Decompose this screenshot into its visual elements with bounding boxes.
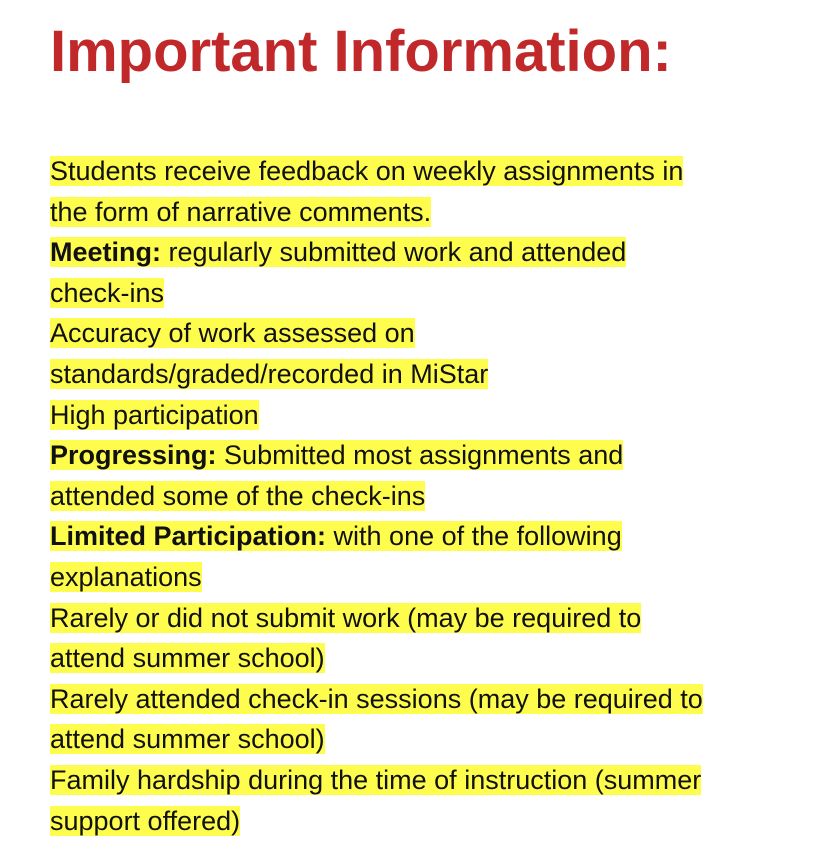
- meeting-item: [50, 237, 626, 267]
- limited-participation-label: Limited Participation:: [50, 521, 327, 552]
- rarely-attend-line-1: Rarely attended check-in sessions (may be required to: [50, 683, 703, 714]
- meeting-description: regularly submitted work and attended: [161, 237, 627, 268]
- progressing-description: Submitted most assignments and: [216, 440, 624, 471]
- high-participation-line: High participation: [50, 399, 259, 430]
- page-title: Important Information:: [50, 19, 672, 84]
- limited-participation-description-2: explanations: [50, 561, 202, 592]
- rarely-attend-line-2: attend summer school): [50, 724, 325, 755]
- rarely-submit-line-1: Rarely or did not submit work (may be required to: [50, 602, 642, 633]
- hardship-line-1: Family hardship during the time of instruction (summer: [50, 764, 702, 795]
- hardship-line-2: support offered): [50, 805, 241, 836]
- intro-line-1: Students receive feedback on weekly assignments in: [50, 156, 684, 186]
- progressing-label: Progressing:: [50, 440, 217, 471]
- rarely-submit-line-2: attend summer school): [50, 643, 325, 674]
- progressing-item: [50, 440, 623, 470]
- progressing-description-2: attended some of the check-ins: [50, 480, 426, 511]
- limited-participation-description: with one of the following: [326, 521, 622, 552]
- intro-line-2: the form of narrative comments.: [50, 196, 432, 227]
- information-body: [50, 151, 810, 841]
- limited-participation-item: [50, 521, 622, 551]
- meeting-description-2: check-ins: [50, 277, 165, 308]
- accuracy-line-1: Accuracy of work assessed on: [50, 318, 415, 349]
- accuracy-line-2: standards/graded/recorded in MiStar: [50, 358, 489, 389]
- meeting-label: Meeting:: [50, 237, 161, 268]
